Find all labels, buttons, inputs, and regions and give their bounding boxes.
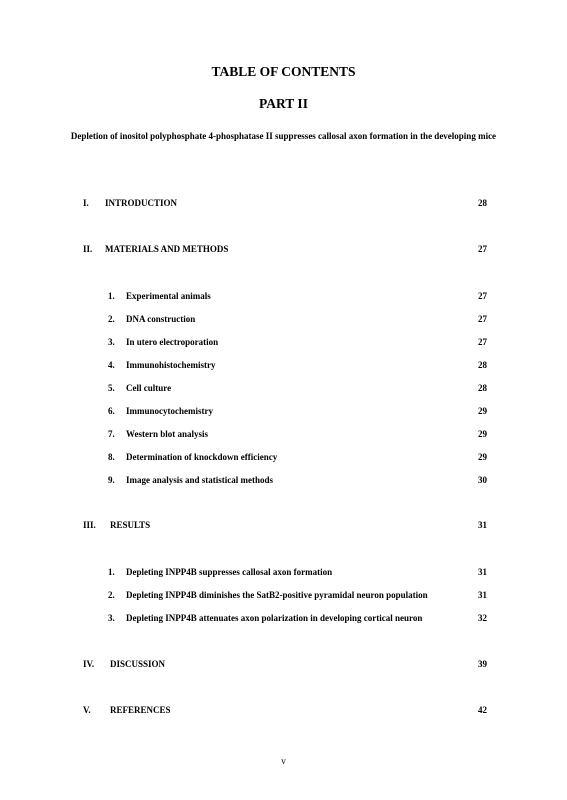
subsection-label: In utero electroporation	[126, 337, 219, 347]
subsection-label: Depleting INPP4B attenuates axon polarization in developing cortical neuron	[126, 613, 423, 623]
subsection-number: 3.	[108, 337, 115, 347]
page-number: 29	[478, 406, 487, 416]
subsection-label: Immunohistochemistry	[126, 360, 216, 370]
section-label: DISCUSSION	[110, 659, 166, 669]
subsection-number: 6.	[108, 406, 115, 416]
subsection-number: 4.	[108, 360, 115, 370]
toc-entry-references	[0, 703, 567, 717]
page-number: 39	[478, 659, 487, 669]
subsection-label: Depleting INPP4B diminishes the SatB2-positive pyramidal neuron population	[126, 590, 428, 600]
section-number: I.	[83, 198, 89, 208]
toc-subentry	[0, 427, 567, 441]
section-number: II.	[83, 244, 93, 254]
toc-entry-introduction	[0, 196, 567, 210]
page-number: 42	[478, 705, 487, 715]
page-number: 31	[478, 567, 487, 577]
toc-subentry	[0, 312, 567, 326]
page-number: 27	[478, 314, 487, 324]
page-number: 27	[478, 337, 487, 347]
subsection-label: DNA construction	[126, 314, 196, 324]
subsection-label: Image analysis and statistical methods	[126, 475, 274, 485]
toc-subentry	[0, 473, 567, 487]
page-number: 29	[478, 429, 487, 439]
subsection-number: 1.	[108, 567, 115, 577]
page-number: 27	[478, 291, 487, 301]
toc-entry-discussion	[0, 657, 567, 671]
page-number: 32	[478, 613, 487, 623]
toc-subentry	[0, 335, 567, 349]
section-label: REFERENCES	[110, 705, 171, 715]
page-number: 27	[478, 244, 487, 254]
toc-subentry	[0, 611, 567, 625]
document-subtitle: Depletion of inositol polyphosphate 4-phosphatase II suppresses callosal axon formation in the developing mice	[70, 131, 497, 141]
toc-subentry	[0, 450, 567, 464]
subsection-label: Western blot analysis	[126, 429, 209, 439]
page-number: 31	[478, 520, 487, 530]
subsection-number: 1.	[108, 291, 115, 301]
toc-subentry	[0, 404, 567, 418]
page-number: 28	[478, 360, 487, 370]
section-label: RESULTS	[110, 520, 151, 530]
subsection-number: 2.	[108, 314, 115, 324]
section-label: MATERIALS AND METHODS	[105, 244, 229, 254]
toc-heading: TABLE OF CONTENTS	[211, 64, 356, 79]
subsection-number: 5.	[108, 383, 115, 393]
toc-entry-materials-and-methods	[0, 242, 567, 256]
subsection-number: 7.	[108, 429, 115, 439]
section-number: III.	[83, 520, 96, 530]
page-number: 28	[478, 198, 487, 208]
section-number: IV.	[83, 659, 95, 669]
toc-subentry	[0, 381, 567, 395]
page-number: 29	[478, 452, 487, 462]
subsection-number: 2.	[108, 590, 115, 600]
subsection-number: 3.	[108, 613, 115, 623]
toc-entry-results	[0, 518, 567, 532]
subsection-label: Immunocytochemistry	[126, 406, 213, 416]
subsection-label: Experimental animals	[126, 291, 211, 301]
page-footer-number: v	[281, 756, 286, 766]
toc-subentry	[0, 588, 567, 602]
subsection-label: Cell culture	[126, 383, 172, 393]
subsection-number: 8.	[108, 452, 115, 462]
section-number: V.	[83, 705, 91, 715]
page-number: 31	[478, 590, 487, 600]
page-number: 30	[478, 475, 487, 485]
part-heading: PART II	[259, 96, 308, 111]
section-label: INTRODUCTION	[105, 198, 178, 208]
toc-subentry	[0, 565, 567, 579]
page-number: 28	[478, 383, 487, 393]
toc-subentry	[0, 289, 567, 303]
subsection-number: 9.	[108, 475, 115, 485]
toc-subentry	[0, 358, 567, 372]
subsection-label: Depleting INPP4B suppresses callosal axon formation	[126, 567, 333, 577]
subsection-label: Determination of knockdown efficiency	[126, 452, 278, 462]
